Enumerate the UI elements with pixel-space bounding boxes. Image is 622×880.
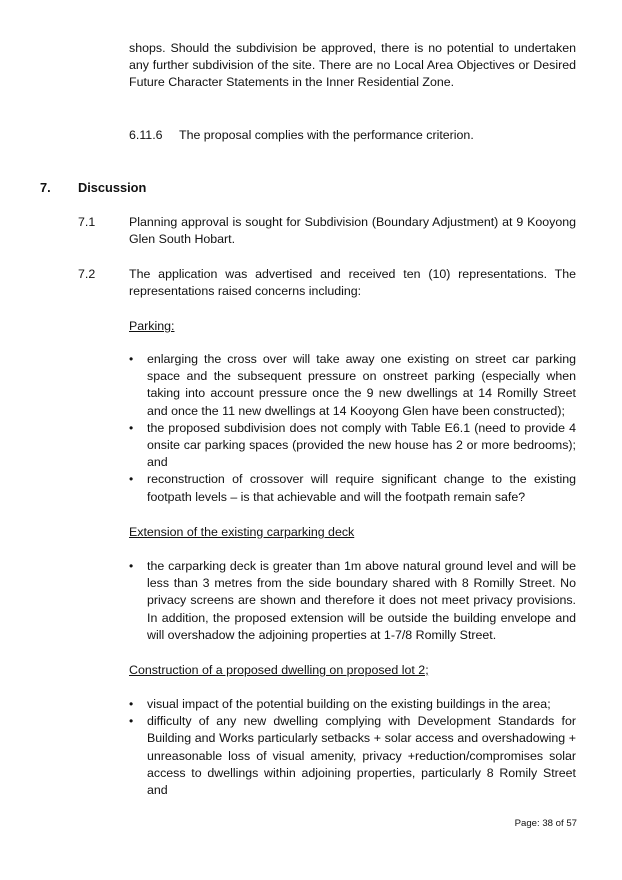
list-item-text: difficulty of any new dwelling complying with Development Standards for Building and Works particularly setbacks + solar access and overshadowing + unreasonable loss of visual amenity, privacy +reduction/compromises solar access to dwellings within adjoining properties, particularly 8 Romily Street and [147,714,576,798]
parking-heading: Parking: [129,319,175,333]
section-number: 7. [40,180,51,195]
continued-paragraph: shops. Should the subdivision be approved, there is no potential to undertaken any further subdivision of the site. There are no Local Area Objectives or Desired Future Character Statements in the Inner Residential Zone. [129,41,576,90]
section-title: Discussion [78,180,147,195]
paragraph-number: 7.1 [78,215,96,229]
list-item [129,713,576,799]
deck-list [129,558,576,644]
page-number-footer: Page: 38 of 57 [514,818,577,829]
list-item-text: the carparking deck is greater than 1m above natural ground level and will be less than 3 metres from the side boundary shared with 8 Romilly Street. No privacy screens are shown and therefore it does not meet privacy provisions. In addition, the proposed extension will be outside the building envelope and will overshadow the adjoining properties at 1-7/8 Romilly Street. [147,559,576,642]
list-item [129,351,576,420]
list-item [129,420,576,472]
bullet-glyph: • [129,352,134,366]
paragraph-7-2: The application was advertised and received ten (10) representations. The representations raised concerns including: [129,267,576,299]
bullet-glyph: • [129,697,134,711]
dwelling-list [129,696,576,799]
bullet-glyph: • [129,420,134,435]
list-item-text: reconstruction of crossover will require significant change to the existing footpath levels – is that achievable and will the footpath remain safe? [147,472,576,504]
clause-number: 6.11.6 [129,128,163,142]
paragraph-7-1: Planning approval is sought for Subdivision (Boundary Adjustment) at 9 Kooyong Glen South Hobart. [129,215,576,247]
list-item [129,471,576,505]
list-item-text: the proposed subdivision does not comply with Table E6.1 (need to provide 4 onsite car parking spaces (provided the new house has 2 or more bedrooms); and [147,420,576,470]
bullet-glyph: • [129,559,134,573]
dwelling-heading: Construction of a proposed dwelling on proposed lot 2; [129,663,429,677]
list-item-text: enlarging the cross over will take away one existing on street car parking space and the subsequent pressure on onstreet parking (especially when taking into account pressure once the 9 new dwellings at 14 Romilly Street and once the 11 new dwellings at 14 Kooyong Glen have been constructed); [147,352,576,418]
bullet-glyph: • [129,714,134,729]
list-item [129,558,576,644]
list-item [129,696,576,713]
list-item-text: visual impact of the potential building on the existing buildings in the area; [147,697,551,711]
deck-heading: Extension of the existing carparking deck [129,525,355,539]
paragraph-number: 7.2 [78,267,96,281]
bullet-glyph: • [129,472,134,487]
parking-list [129,351,576,506]
clause-text: The proposal complies with the performance criterion. [179,128,474,142]
